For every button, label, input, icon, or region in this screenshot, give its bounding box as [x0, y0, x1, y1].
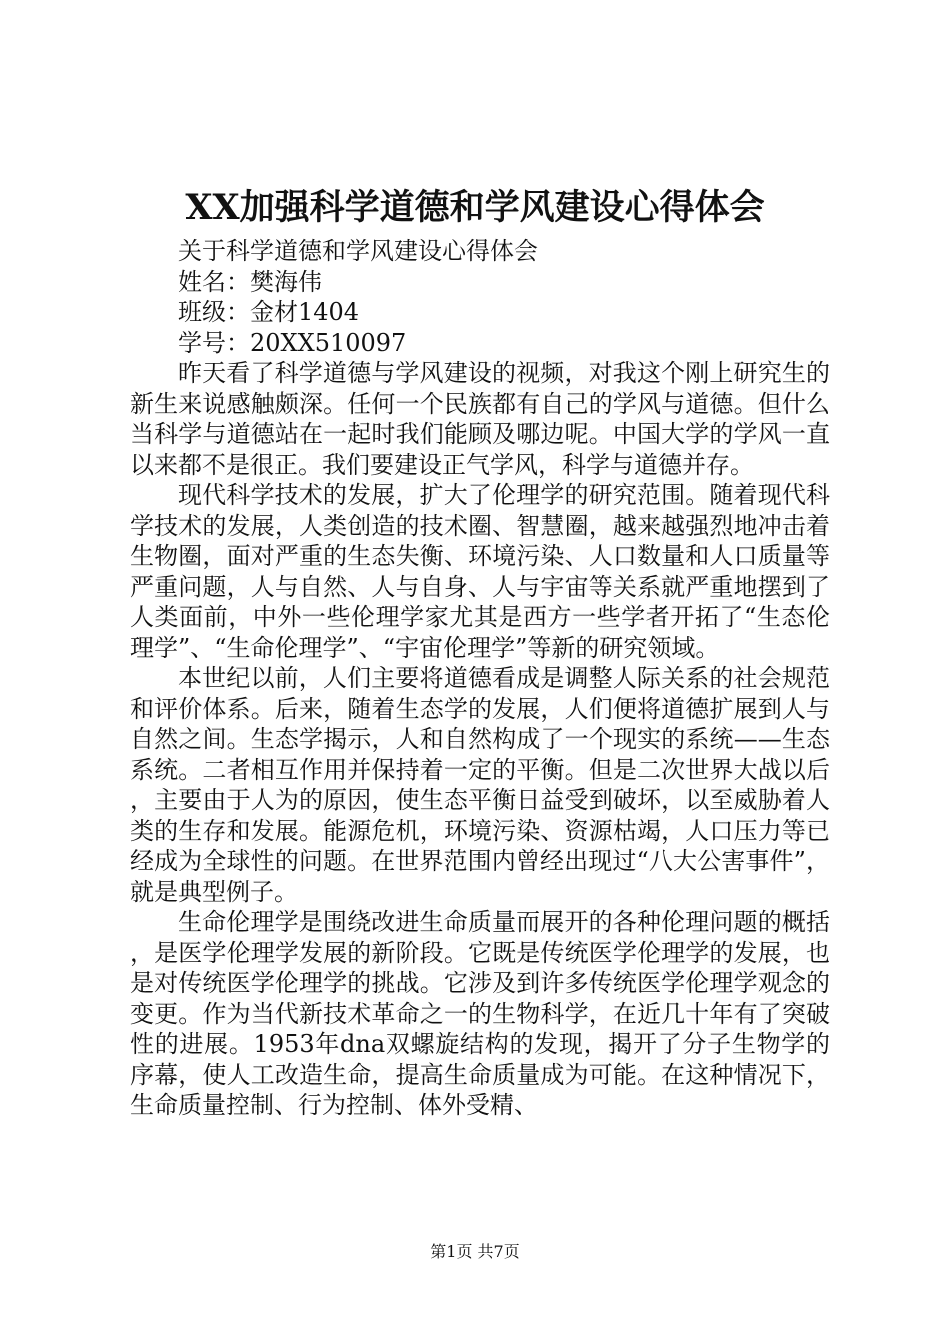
body-paragraph: 本世纪以前，人们主要将道德看成是调整人际关系的社会规范和评价体系。后来，随着生态学的发展，人们便将道德扩展到人与自然之间。生态学揭示，人和自然构成了一个现实的系统——生态系统。二者相互作用并保持着一定的平衡。但是二次世界大战以后，主要由于人为的原因，使生态平衡日益受到破坏，以至威胁着人类的生存和发展。能源危机，环境污染、资源枯竭，人口压力等已经成为全球性的问题。在世界范围内曾经出现过“八大公害事件”，就是典型例子。 [130, 664, 830, 906]
body-paragraph: 生命伦理学是围绕改进生命质量而展开的各种伦理问题的概括，是医学伦理学发展的新阶段。它既是传统医学伦理学的发展，也是对传统医学伦理学的挑战。它涉及到许多传统医学伦理学观念的变更。作为当代新技术革命之一的生物科学，在近几十年有了突破性的进展。1953年dna双螺旋结构的发现，揭开了分子生物学的序幕，使人工改造生命，提高生命质量成为可能。在这种情况下，生命质量控制、行为控制、体外受精、 [130, 908, 830, 1119]
body-paragraph: 现代科学技术的发展，扩大了伦理学的研究范围。随着现代科学技术的发展，人类创造的技术圈、智慧圈，越来越强烈地冲击着生物圈，面对严重的生态失衡、环境污染、人口数量和人口质量等严重问题，人与自然、人与自身、人与宇宙等关系就严重地摆到了人类面前，中外一些伦理学家尤其是西方一些学者开拓了“生态伦理学”、“生命伦理学”、“宇宙伦理学”等新的研究领域。 [130, 481, 830, 662]
document-body [130, 236, 830, 1121]
class-line: 班级：金材1404 [178, 298, 360, 326]
document-title: XX加强科学道德和学风建设心得体会 [185, 187, 765, 228]
name-line: 姓名：樊海伟 [178, 267, 322, 296]
student-id-line: 学号：20XX510097 [178, 328, 407, 357]
subtitle-line: 关于科学道德和学风建设心得体会 [178, 237, 538, 265]
page-number-footer: 第1页 共7页 [430, 1242, 520, 1261]
body-paragraph: 昨天看了科学道德与学风建设的视频，对我这个刚上研究生的新生来说感触颇深。任何一个民族都有自己的学风与道德。但什么当科学与道德站在一起时我们能顾及哪边呢。中国大学的学风一直以来都不是很正。我们要建设正气学风，科学与道德并存。 [130, 359, 830, 479]
